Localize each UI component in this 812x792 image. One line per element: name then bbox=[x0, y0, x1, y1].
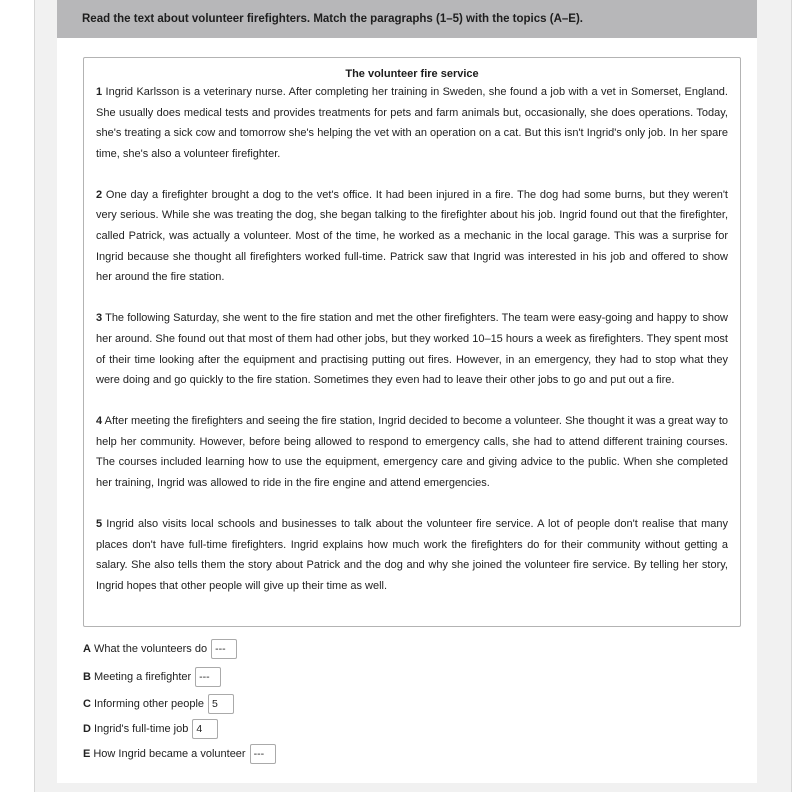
paragraph-text: After meeting the firefighters and seeing the fire station, Ingrid decided to become a volunteer. She thought it was a great way to help her community. However, before being allowed to respond to emergency calls, she had to attend different training courses. The courses included learning how to use the equipment, emergency care and giving advice to the public. When she completed her training, Ingrid was allowed to ride in the fire engine and attend emergencies. bbox=[96, 415, 729, 489]
topic-letter: C bbox=[83, 698, 91, 710]
paragraph-text: Ingrid Karlsson is a veterinary nurse. After completing her training in Sweden, she found a job with a vet in Somerset, England. She usually does medical tests and provides treatments for pets and farm animals but, occasionally, she does operations. Today, she's treating a sick cow and tomorrow she's helping the vet with an operation on a cat. But this isn't Ingrid's only job. In her spare time, she's also a volunteer firefighter. bbox=[96, 86, 728, 160]
topic-c bbox=[83, 693, 234, 715]
topic-d bbox=[83, 718, 218, 740]
answer-dropdown-e[interactable]: --- bbox=[250, 744, 276, 764]
paragraph-number: 3 bbox=[96, 312, 103, 325]
topic-letter: D bbox=[83, 723, 91, 735]
topic-label: Meeting a firefighter bbox=[93, 671, 192, 683]
topic-label: What the volunteers do bbox=[93, 643, 208, 655]
article-title: The volunteer fire service bbox=[345, 68, 479, 80]
paragraph-3 bbox=[96, 308, 728, 390]
answer-dropdown-d[interactable]: 4 bbox=[192, 719, 218, 739]
topic-label: How Ingrid became a volunteer bbox=[93, 748, 246, 760]
paragraph-5 bbox=[96, 514, 728, 596]
paragraph-2 bbox=[96, 185, 728, 288]
paragraph-1 bbox=[96, 82, 728, 164]
topic-letter: A bbox=[83, 643, 91, 655]
topic-label: Informing other people bbox=[93, 698, 205, 710]
topic-label: Ingrid's full-time job bbox=[93, 723, 189, 735]
paragraph-text: The following Saturday, she went to the fire station and met the other firefighters. The team were easy-going and happy to show her around. She found out that most of them had other jobs, but they worked 10–15 hours a week as firefighters. They spent most of their time looking after the equipment and practising putting out fires. However, in an emergency, they had to stop what they were doing and go quickly to the fire station. Sometimes they even had to leave their other jobs to go and put out a fire. bbox=[96, 312, 729, 387]
paragraph-4 bbox=[96, 411, 728, 493]
paragraph-number: 5 bbox=[96, 518, 103, 531]
paragraph-number: 4 bbox=[96, 415, 103, 428]
article-box bbox=[83, 57, 741, 627]
topic-b bbox=[83, 666, 221, 688]
paragraph-number: 2 bbox=[96, 188, 103, 201]
paragraph-number: 1 bbox=[96, 86, 103, 98]
answer-dropdown-b[interactable]: --- bbox=[195, 667, 221, 687]
exercise-card bbox=[57, 0, 757, 783]
topic-a bbox=[83, 638, 237, 660]
topic-letter: E bbox=[83, 748, 91, 760]
instruction-header: Read the text about volunteer firefighters. Match the paragraphs (1–5) with the topics (A–E). bbox=[57, 0, 757, 38]
paragraph-text: Ingrid also visits local schools and businesses to talk about the volunteer fire service. A lot of people don't realise that many places don't have full-time firefighters. Ingrid explains how much work the firefighters do for their community without getting a salary. She also tells them the story about Patrick and the dog and why she joined the volunteer fire service. By telling her story, Ingrid hopes that other people will give up their time as well. bbox=[96, 518, 728, 592]
answer-dropdown-a[interactable]: --- bbox=[211, 639, 237, 659]
answer-dropdown-c[interactable]: 5 bbox=[208, 694, 234, 714]
topic-e bbox=[83, 743, 276, 765]
topic-letter: B bbox=[83, 671, 91, 683]
paragraph-text: One day a firefighter brought a dog to the vet's office. It had been injured in a fire. The dog had some burns, but they weren't very serious. While she was treating the dog, she began talking to the firefighter about his job. Ingrid found out that the firefighter, called Patrick, was actually a volunteer. Most of the time, he worked as a mechanic in the local garage. This was a surprise for Ingrid because she thought all firefighters worked full-time. Patrick saw that Ingrid was interested in his job and offered to show her around the fire station. bbox=[96, 188, 728, 284]
